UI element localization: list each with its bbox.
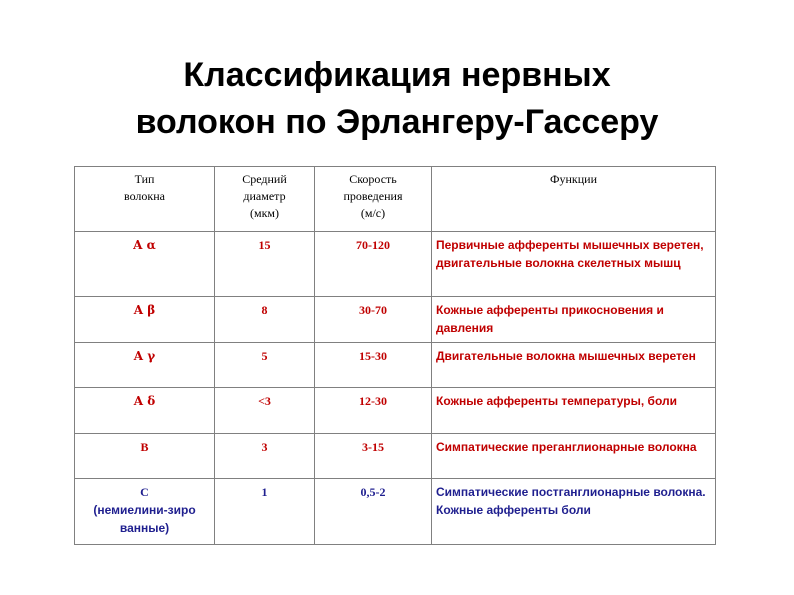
diameter-cell: 8: [215, 297, 315, 343]
header-fiber-type: Тип волокна: [75, 167, 215, 232]
nerve-fiber-table: [74, 166, 716, 545]
diameter-cell: <3: [215, 388, 315, 434]
table-row: [75, 297, 716, 343]
speed-cell: 15-30: [315, 343, 432, 388]
speed-cell: 30-70: [315, 297, 432, 343]
table-row: [75, 343, 716, 388]
fiber-type-cell: A δ: [75, 388, 215, 434]
diameter-cell: 1: [215, 479, 315, 545]
speed-cell: 3-15: [315, 434, 432, 479]
table-header-row: [75, 167, 716, 232]
function-cell: Двигательные волокна мышечных веретен: [432, 343, 716, 388]
function-cell: Кожные афференты прикосновения и давления: [432, 297, 716, 343]
header-function: Функции: [432, 167, 716, 232]
table-row: [75, 232, 716, 297]
table-row: [75, 434, 716, 479]
speed-cell: 70-120: [315, 232, 432, 297]
title-line-1: Классификация нервных: [183, 56, 611, 94]
speed-cell: 12-30: [315, 388, 432, 434]
diameter-cell: 5: [215, 343, 315, 388]
table-row: [75, 388, 716, 434]
fiber-type-cell: A α: [75, 232, 215, 297]
fiber-type-cell: A β: [75, 297, 215, 343]
function-cell: Первичные афференты мышечных веретен, двигательные волокна скелетных мышц: [432, 232, 716, 297]
speed-cell: 0,5-2: [315, 479, 432, 545]
fiber-type-cell: B: [75, 434, 215, 479]
diameter-cell: 3: [215, 434, 315, 479]
function-cell: Симпатические постганглионарные волокна. Кожные афференты боли: [432, 479, 716, 545]
header-speed: Скорость проведения (м/с): [315, 167, 432, 232]
function-cell: Кожные афференты температуры, боли: [432, 388, 716, 434]
table-row: [75, 479, 716, 545]
fiber-type-cell: A γ: [75, 343, 215, 388]
page-title: [0, 52, 794, 146]
diameter-cell: 15: [215, 232, 315, 297]
title-line-2: волокон по Эрлангеру-Гассеру: [135, 103, 659, 141]
function-cell: Симпатические преганглионарные волокна: [432, 434, 716, 479]
fiber-type-cell: C (немиелини-зиро ванные): [75, 479, 215, 545]
header-diameter: Средний диаметр (мкм): [215, 167, 315, 232]
